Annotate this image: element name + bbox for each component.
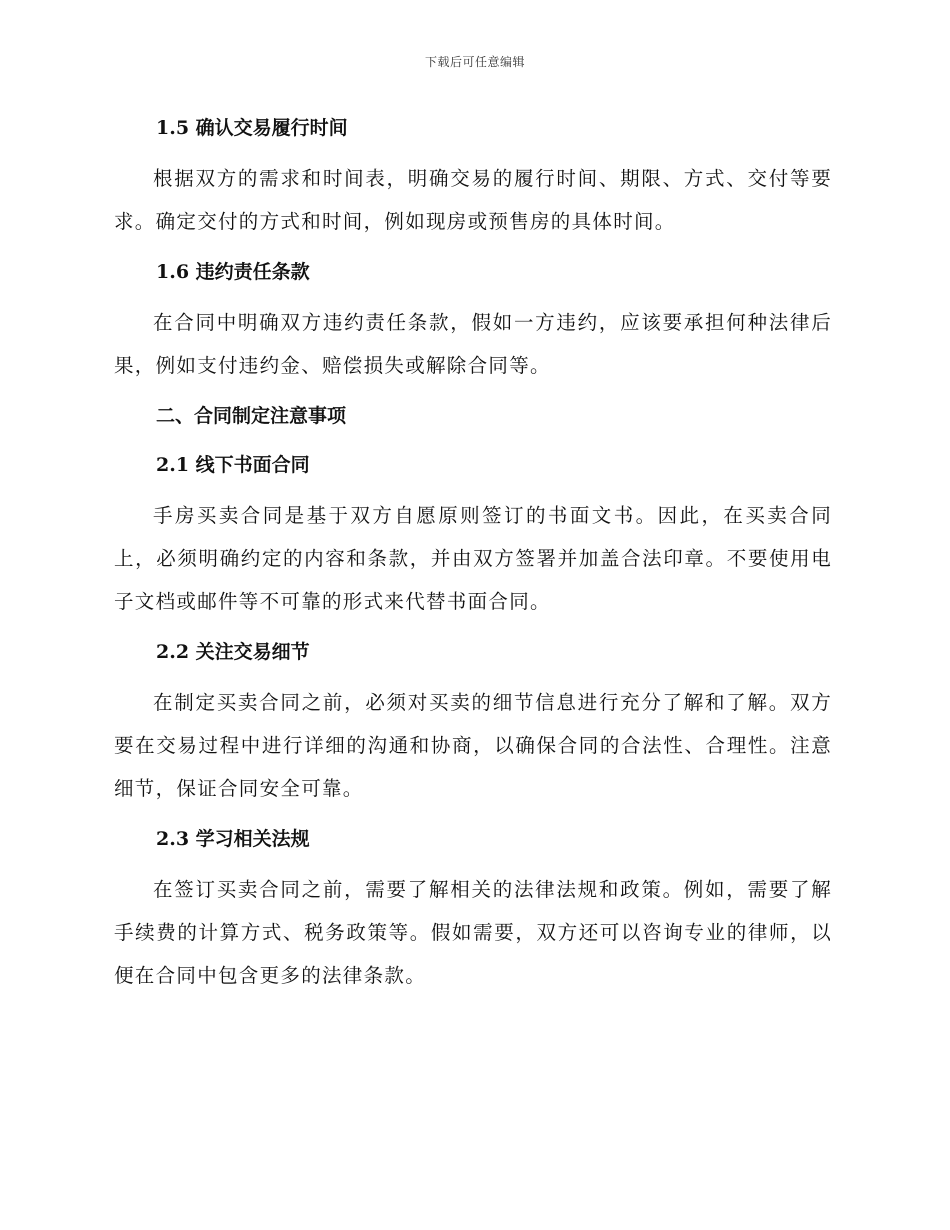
document-body (114, 108, 832, 1006)
section-heading-2-3: 2.3 学习相关法规 (156, 828, 310, 850)
section-heading-2-2: 2.2 关注交易细节 (156, 641, 310, 663)
paragraph-2-3: 在签订买卖合同之前，需要了解相关的法律法规和政策。例如，需要了解手续费的计算方式、税务政策等。假如需要，双方还可以咨询专业的律师，以便在合同中包含更多的法律条款。 (114, 878, 832, 987)
page-header: 下载后可任意编辑 (424, 55, 525, 69)
paragraph-2-2: 在制定买卖合同之前，必须对买卖的细节信息进行充分了解和了解。双方要在交易过程中进行详细的沟通和协商，以确保合同的合法性、合理性。注意细节，保证合同安全可靠。 (114, 691, 832, 800)
section-heading-1-5: 1.5 确认交易履行时间 (156, 117, 348, 139)
paragraph-1-5: 根据双方的需求和时间表，明确交易的履行时间、期限、方式、交付等要求。确定交付的方式和时间，例如现房或预售房的具体时间。 (114, 167, 832, 233)
section-heading-1-6: 1.6 违约责任条款 (156, 261, 310, 283)
chapter-heading-2: 二、合同制定注意事项 (156, 405, 347, 427)
paragraph-2-1: 手房买卖合同是基于双方自愿原则签订的书面文书。因此，在买卖合同上，必须明确约定的内容和条款，并由双方签署并加盖合法印章。不要使用电子文档或邮件等不可靠的形式来代替书面合同。 (114, 504, 832, 613)
paragraph-1-6: 在合同中明确双方违约责任条款，假如一方违约，应该要承担何种法律后果，例如支付违约金、赔偿损失或解除合同等。 (114, 311, 832, 377)
section-heading-2-1: 2.1 线下书面合同 (156, 454, 310, 476)
